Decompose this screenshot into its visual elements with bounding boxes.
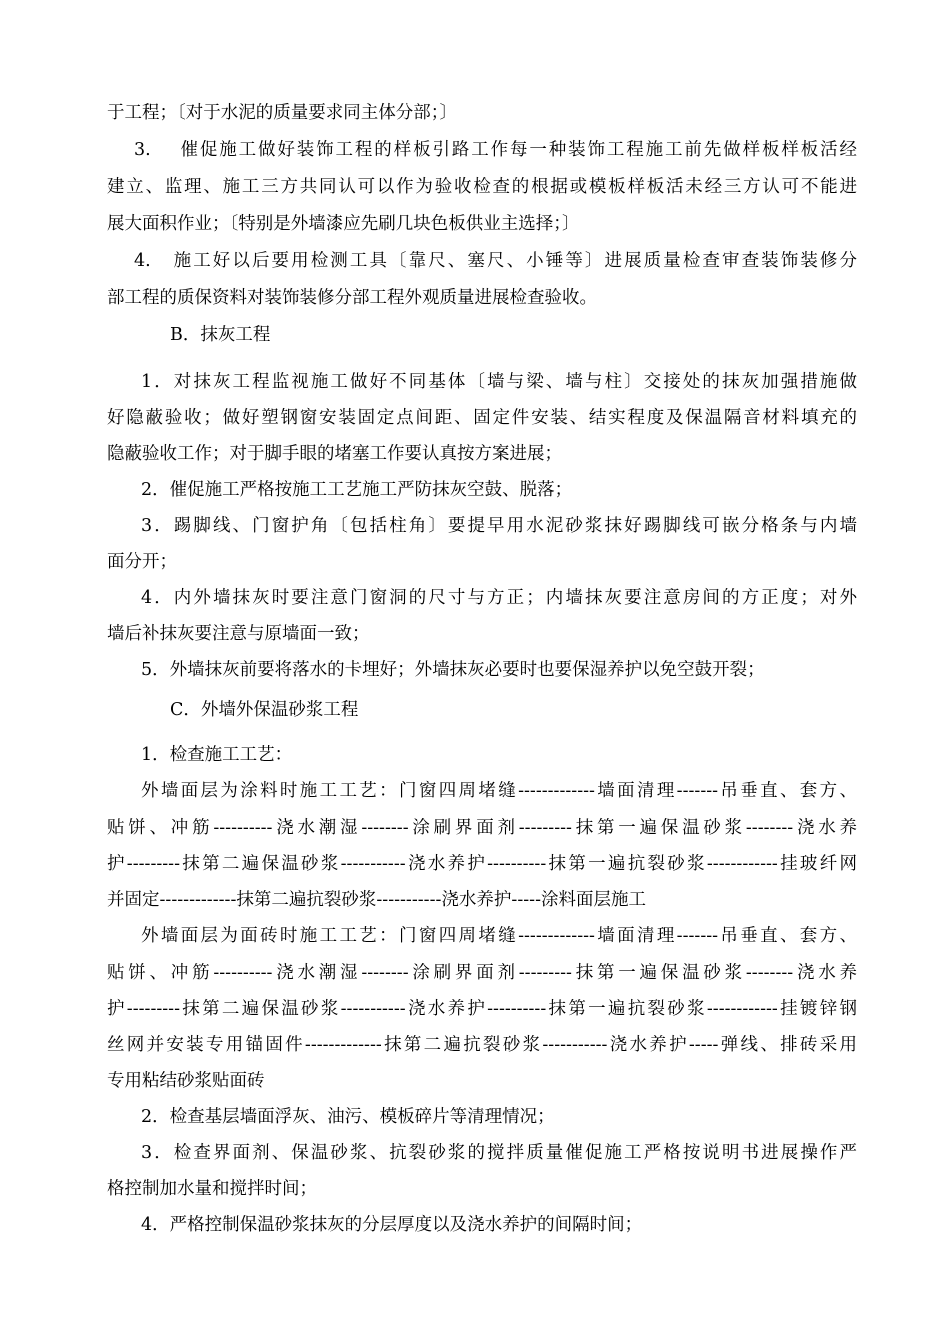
text-line: 3．踢脚线、门窗护角〔包括柱角〕要提早用水泥砂浆抹好踢脚线可嵌分格条与内墙 xyxy=(141,516,857,536)
text-line: 1．检查施工工艺： xyxy=(141,745,293,765)
text-line: 墙后补抹灰要注意与原墙面一致； xyxy=(107,624,370,644)
text-line: 并固定-------------抹第二遍抗裂砂浆-----------浇水养护-----涂料面层施工 xyxy=(107,890,646,910)
text-line: 面分开； xyxy=(107,552,177,572)
text-line: 贴饼、冲筋----------浇水潮湿--------涂刷界面剂---------抹第一遍保温砂浆--------浇水养 xyxy=(107,963,857,983)
text-line: 隐蔽验收工作；对于脚手眼的堵塞工作要认真按方案进展； xyxy=(107,444,562,464)
text-line: 丝网并安装专用锚固件-------------抹第二遍抗裂砂浆-----------浇水养护-----弹线、排砖采用 xyxy=(107,1035,857,1055)
text-line: 护---------抹第二遍保温砂浆-----------浇水养护----------抹第一遍抗裂砂浆------------挂玻纤网 xyxy=(107,854,857,874)
text-line: 于工程；〔对于水泥的质量要求同主体分部；〕 xyxy=(107,103,457,123)
section-heading: C．外墙外保温砂浆工程 xyxy=(170,700,359,720)
text-line: 展大面积作业；〔特别是外墙漆应先刷几块色板供业主选择；〕 xyxy=(107,214,580,234)
text-line: 1．对抹灰工程监视施工做好不同基体〔墙与梁、墙与柱〕交接处的抹灰加强措施做 xyxy=(141,372,857,392)
text-line: 护---------抹第二遍保温砂浆-----------浇水养护----------抹第一遍抗裂砂浆------------挂镀锌钢 xyxy=(107,999,857,1019)
text-line: 建立、监理、施工三方共同认可以作为验收检查的根据或模板样板活未经三方认可不能进 xyxy=(107,177,857,197)
text-line: 贴饼、冲筋----------浇水潮湿--------涂刷界面剂---------抹第一遍保温砂浆--------浇水养 xyxy=(107,818,857,838)
text-line: 4. 施工好以后要用检测工具〔靠尺、塞尺、小锤等〕进展质量检查审查装饰装修分 xyxy=(134,251,857,271)
text-line: 5．外墙抹灰前要将落水的卡埋好；外墙抹灰必要时也要保湿养护以免空鼓开裂； xyxy=(141,660,765,680)
text-line: 部工程的质保资料对装饰装修分部工程外观质量进展检查验收。 xyxy=(107,288,597,308)
text-line: 外墙面层为面砖时施工工艺：门窗四周堵缝-------------墙面清理-------吊垂直、套方、 xyxy=(141,926,857,946)
text-line: 2．催促施工严格按施工工艺施工严防抹灰空鼓、脱落； xyxy=(141,480,573,500)
text-line: 外墙面层为涂料时施工工艺：门窗四周堵缝-------------墙面清理-------吊垂直、套方、 xyxy=(141,781,857,801)
text-line: 4．严格控制保温砂浆抹灰的分层厚度以及浇水养护的间隔时间； xyxy=(141,1215,643,1235)
text-line: 专用粘结砂浆贴面砖 xyxy=(107,1071,265,1091)
text-line: 3．检查界面剂、保温砂浆、抗裂砂浆的搅拌质量催促施工严格按说明书进展操作严 xyxy=(141,1143,857,1163)
text-line: 好隐蔽验收；做好塑钢窗安装固定点间距、固定件安装、结实程度及保温隔音材料填充的 xyxy=(107,408,857,428)
text-line: 格控制加水量和搅拌时间； xyxy=(107,1179,317,1199)
text-line: 3. 催促施工做好装饰工程的样板引路工作每一种装饰工程施工前先做样板样板活经 xyxy=(134,140,857,160)
text-line: 4．内外墙抹灰时要注意门窗洞的尺寸与方正；内墙抹灰要注意房间的方正度；对外 xyxy=(141,588,857,608)
text-line: 2．检查基层墙面浮灰、油污、模板碎片等清理情况； xyxy=(141,1107,555,1127)
section-heading: B．抹灰工程 xyxy=(170,325,271,345)
